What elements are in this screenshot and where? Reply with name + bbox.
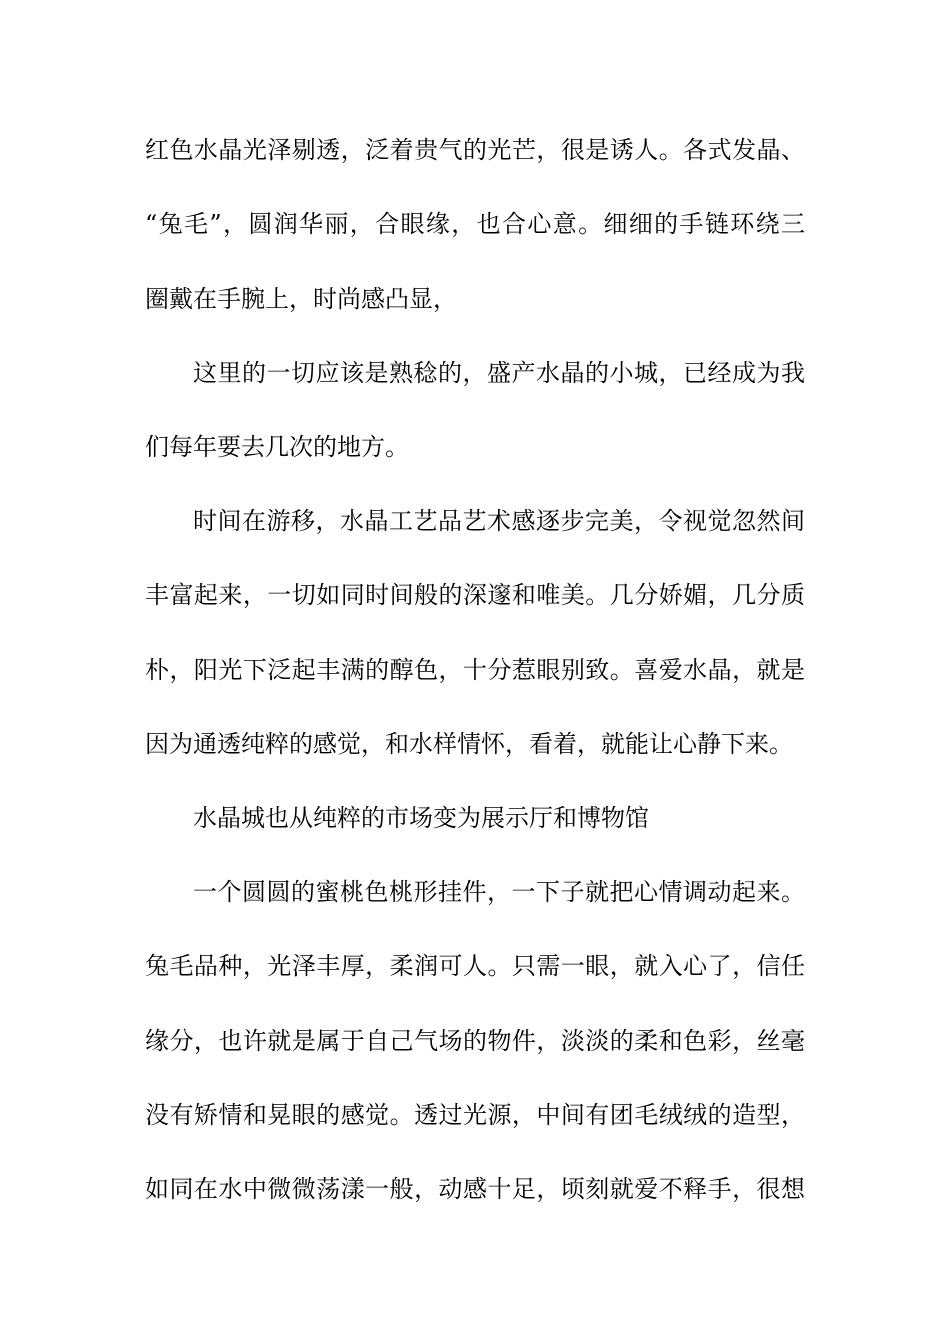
text-line-13: 缘分，也许就是属于自己气场的物件，淡淡的柔和色彩，丝毫 — [145, 1027, 805, 1055]
text-line-9: 因为通透纯粹的感觉，和水样情怀，看着，就能让心静下来。 — [145, 730, 793, 758]
text-line-2: “兔毛”，圆润华丽，合眼缘，也合心意。细细的手链环绕三 — [145, 210, 805, 238]
text-line-1: 红色水晶光泽剔透，泛着贵气的光芒，很是诱人。各式发晶、 — [145, 136, 805, 164]
text-line-5: 们每年要去几次的地方。 — [145, 433, 409, 461]
text-line-7: 丰富起来，一切如同时间般的深邃和唯美。几分娇媚，几分质 — [145, 581, 805, 609]
text-line-14: 没有矫情和晃眼的感觉。透过光源，中间有团毛绒绒的造型， — [145, 1101, 805, 1129]
text-line-8: 朴，阳光下泛起丰满的醇色，十分惹眼别致。喜爱水晶，就是 — [145, 656, 805, 684]
text-line-10: 水晶城也从纯粹的市场变为展示厅和博物馆 — [193, 804, 649, 832]
text-line-6: 时间在游移，水晶工艺品艺术感逐步完美，令视觉忽然间 — [193, 507, 805, 535]
text-line-12: 兔毛品种，光泽丰厚，柔润可人。只需一眼，就入心了，信任 — [145, 952, 805, 980]
text-line-11: 一个圆圆的蜜桃色桃形挂件，一下子就把心情调动起来。 — [193, 878, 805, 906]
text-line-4: 这里的一切应该是熟稔的，盛产水晶的小城，已经成为我 — [193, 359, 805, 387]
text-line-3: 圈戴在手腕上，时尚感凸显， — [145, 285, 457, 313]
text-line-15: 如同在水中微微荡漾一般，动感十足，顷刻就爱不释手，很想 — [145, 1175, 805, 1203]
